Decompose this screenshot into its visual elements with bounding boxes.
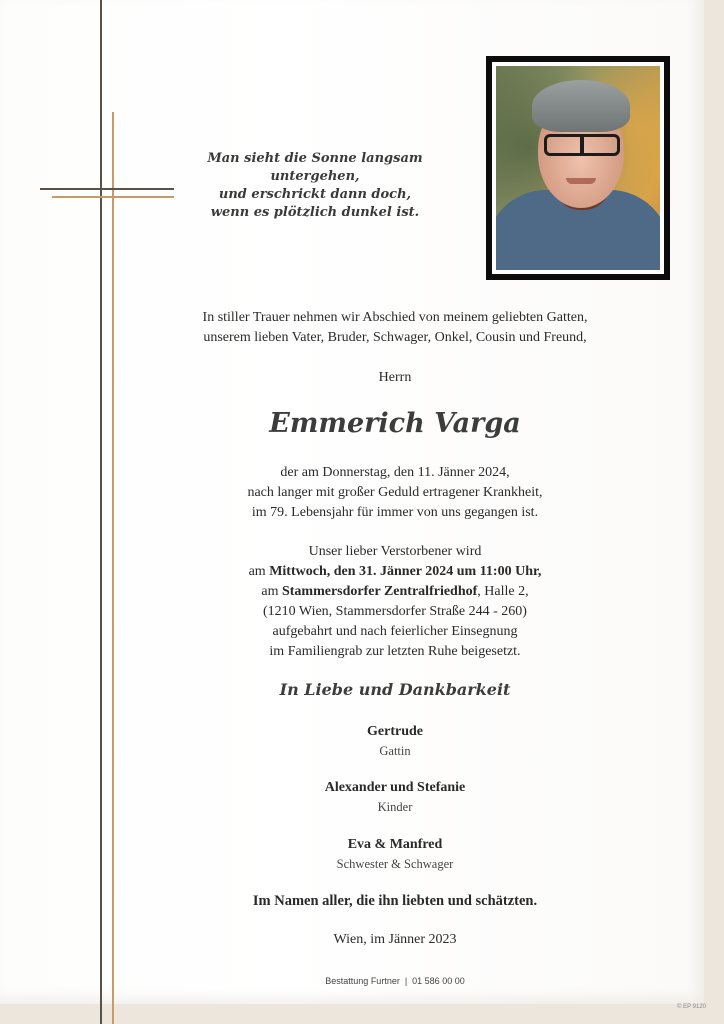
love-heading: In Liebe und Dankbarkeit	[279, 680, 511, 699]
intro-line: In stiller Trauer nehmen wir Abschied von meinem geliebten Gatten,	[202, 310, 588, 325]
portrait-frame	[486, 56, 670, 280]
cross-horizontal-gold-line	[52, 196, 174, 198]
mourner-name: Alexander und Stefanie	[324, 780, 466, 795]
funeral-location-line: am Stammersdorfer Zentralfriedhof, Halle 2,	[261, 584, 529, 599]
mourner-name: Eva & Manfred	[347, 837, 443, 852]
memorial-poem	[190, 150, 440, 222]
death-details	[140, 463, 650, 523]
funeral-line: aufgebahrt und nach feierlicher Einsegnung	[272, 624, 518, 639]
mourner-relation: Gattin	[379, 744, 411, 758]
mourner-relation: Schwester & Schwager	[336, 857, 454, 871]
intro-line: unserem lieben Vater, Bruder, Schwager, Onkel, Cousin und Freund,	[203, 330, 587, 345]
intro-text	[140, 308, 650, 348]
mourner-entry	[140, 778, 650, 816]
funeral-line: im Familiengrab zur letzten Ruhe beigesetzt.	[269, 644, 521, 659]
funeral-line: Unser lieber Verstorbener wird	[308, 544, 482, 559]
funeral-cemetery: Stammersdorfer Zentralfriedhof	[281, 584, 478, 599]
funeral-home-footer: Bestattung Furtner | 01 586 00 00	[325, 976, 465, 986]
details-line: nach langer mit großer Geduld ertragener Krankheit,	[247, 485, 543, 500]
details-line: im 79. Lebensjahr für immer von uns gegangen ist.	[251, 505, 539, 520]
poem-line: Man sieht die Sonne langsam	[207, 151, 423, 166]
funeral-date: Mittwoch, den 31. Jänner 2024 um 11:00 Uhr,	[269, 564, 542, 579]
funeral-address: (1210 Wien, Stammersdorfer Straße 244 - 260)	[263, 604, 527, 619]
portrait-hair	[532, 80, 630, 132]
portrait-photo	[496, 66, 660, 270]
portrait-glasses	[544, 134, 620, 156]
poem-line: untergehen,	[270, 169, 360, 184]
cross-horizontal-dark-line	[40, 188, 174, 190]
print-code: © EP 9120	[677, 1004, 706, 1010]
mourner-entry	[140, 722, 650, 760]
portrait-mat	[492, 62, 664, 274]
mourner-name: Gertrude	[367, 724, 423, 739]
poem-line: und erschrickt dann doch,	[218, 187, 412, 202]
mourner-entry	[140, 835, 650, 873]
poem-line: wenn es plötzlich dunkel ist.	[210, 205, 420, 220]
deceased-name: Emmerich Varga	[269, 408, 521, 439]
cross-vertical-dark-line	[100, 0, 102, 1024]
funeral-date-line: am Mittwoch, den 31. Jänner 2024 um 11:00 Uhr,	[248, 564, 542, 579]
closing-line: Im Namen aller, die ihn liebten und schätzten.	[252, 893, 538, 909]
place-date: Wien, im Jänner 2023	[333, 932, 457, 947]
cross-vertical-gold-line	[112, 112, 114, 1024]
details-line: der am Donnerstag, den 11. Jänner 2024,	[280, 465, 510, 480]
mourner-relation: Kinder	[377, 800, 413, 814]
salutation: Herrn	[378, 370, 412, 385]
funeral-details	[140, 542, 650, 662]
